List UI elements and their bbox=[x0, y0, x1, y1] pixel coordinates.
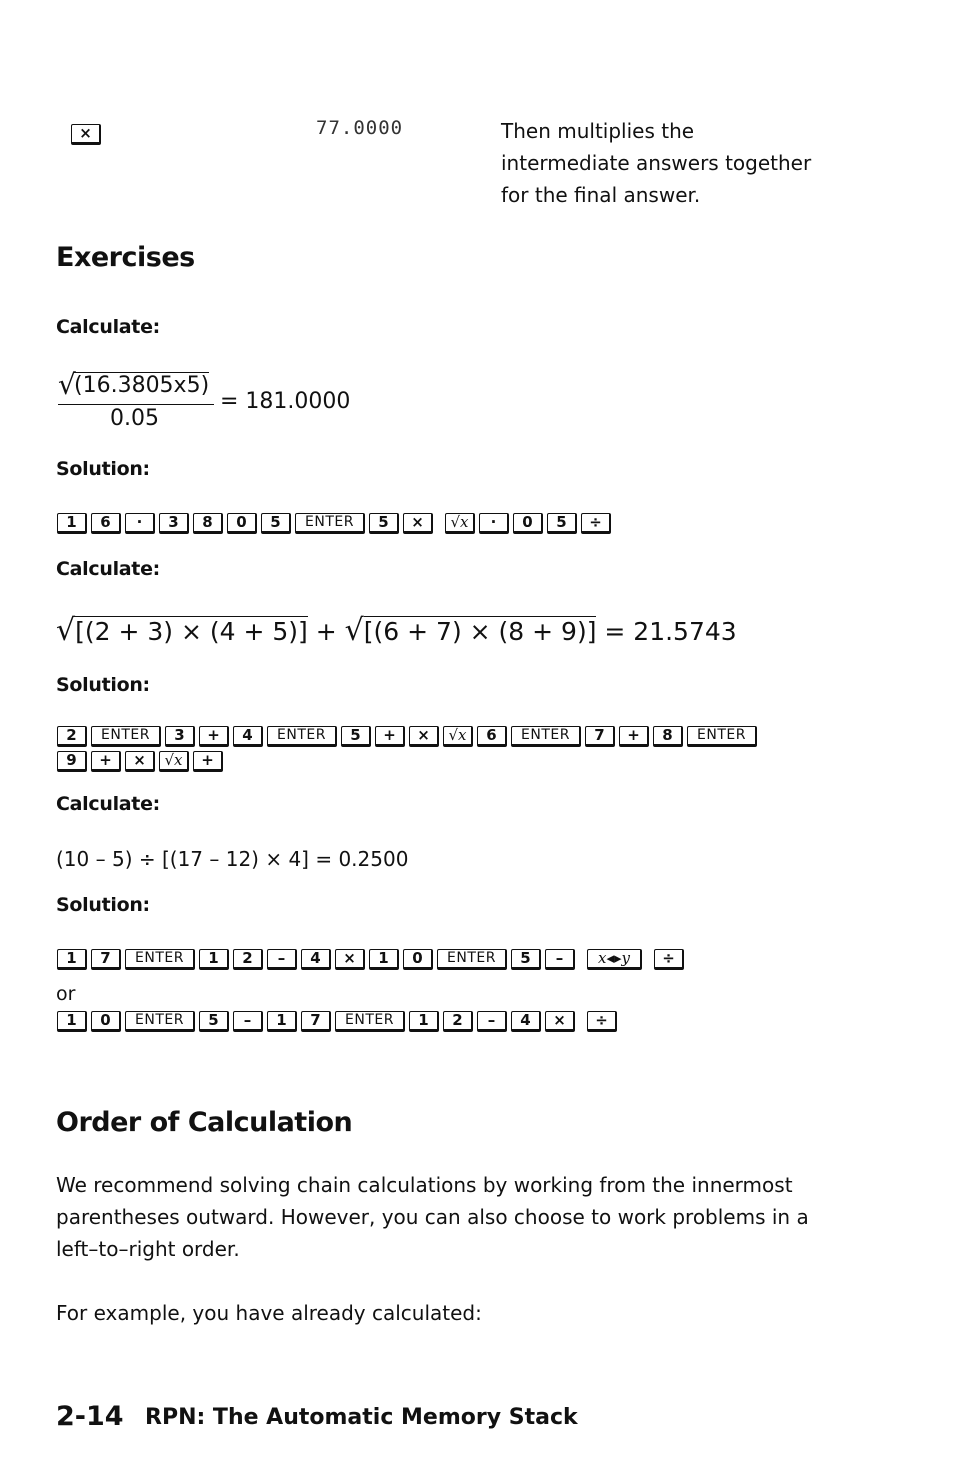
key: 0 bbox=[513, 513, 543, 534]
key: · bbox=[479, 513, 509, 534]
solution-label-3: Solution: bbox=[56, 894, 150, 916]
keystroke-row-3b bbox=[57, 1011, 621, 1032]
key: 1 bbox=[57, 513, 87, 534]
keystroke-row-1 bbox=[57, 513, 615, 534]
enter-key: ENTER bbox=[335, 1011, 405, 1032]
key: × bbox=[409, 726, 439, 747]
enter-key: ENTER bbox=[125, 1011, 195, 1032]
key: 5 bbox=[511, 949, 541, 970]
key: 1 bbox=[369, 949, 399, 970]
key: 2 bbox=[443, 1011, 473, 1032]
key: 6 bbox=[477, 726, 507, 747]
order-paragraph-2: For example, you have already calculated: bbox=[56, 1301, 482, 1325]
display-readout: 77.0000 bbox=[316, 117, 404, 139]
key: 1 bbox=[409, 1011, 439, 1032]
enter-key: ENTER bbox=[295, 513, 365, 534]
key: 3 bbox=[165, 726, 195, 747]
key: 4 bbox=[301, 949, 331, 970]
swap-xy-key: x◂▸y bbox=[587, 949, 642, 970]
keystroke-row-3a bbox=[57, 949, 688, 970]
key: ÷ bbox=[581, 513, 611, 534]
key: – bbox=[233, 1011, 263, 1032]
calculate-label-3: Calculate: bbox=[56, 793, 160, 815]
sqrt-key: √x bbox=[159, 751, 189, 772]
key: 5 bbox=[341, 726, 371, 747]
key: 5 bbox=[547, 513, 577, 534]
solution-label-1: Solution: bbox=[56, 458, 150, 480]
enter-key: ENTER bbox=[267, 726, 337, 747]
sqrt-symbol: √ bbox=[344, 613, 364, 648]
key: + bbox=[199, 726, 229, 747]
key: 7 bbox=[91, 949, 121, 970]
formula-2-part1: [(2 + 3) × (4 + 5)] bbox=[75, 617, 308, 646]
fraction-bar bbox=[58, 404, 214, 405]
key: 1 bbox=[57, 1011, 87, 1032]
key: 7 bbox=[585, 726, 615, 747]
key: 4 bbox=[511, 1011, 541, 1032]
formula-2 bbox=[56, 613, 737, 648]
step-description: Then multiplies the intermediate answers together for the final answer. bbox=[501, 119, 812, 207]
formula-1-numerator: (16.3805x5) bbox=[74, 373, 210, 398]
sqrt-key: √x bbox=[443, 726, 473, 747]
calculate-label-1: Calculate: bbox=[56, 316, 160, 338]
keystroke-row-2a bbox=[57, 726, 761, 747]
key: 2 bbox=[233, 949, 263, 970]
key: 5 bbox=[369, 513, 399, 534]
key: – bbox=[545, 949, 575, 970]
formula-2-plus: + bbox=[315, 617, 337, 646]
key: 0 bbox=[403, 949, 433, 970]
key: ÷ bbox=[587, 1011, 617, 1032]
key: 0 bbox=[227, 513, 257, 534]
chapter-title: RPN: The Automatic Memory Stack bbox=[145, 1405, 578, 1430]
or-label: or bbox=[56, 983, 76, 1005]
sqrt-symbol: √ bbox=[56, 613, 76, 648]
key: 1 bbox=[267, 1011, 297, 1032]
sqrt-symbol: √ bbox=[58, 368, 76, 401]
formula-1 bbox=[58, 368, 218, 438]
key: 8 bbox=[653, 726, 683, 747]
key: 9 bbox=[57, 751, 87, 772]
key: 6 bbox=[91, 513, 121, 534]
multiply-key: × bbox=[71, 124, 101, 145]
key: × bbox=[545, 1011, 575, 1032]
page-number: 2-14 bbox=[56, 1401, 124, 1432]
key: 1 bbox=[57, 949, 87, 970]
key: + bbox=[619, 726, 649, 747]
key: 8 bbox=[193, 513, 223, 534]
enter-key: ENTER bbox=[91, 726, 161, 747]
key: 2 bbox=[57, 726, 87, 747]
key: × bbox=[125, 751, 155, 772]
enter-key: ENTER bbox=[511, 726, 581, 747]
formula-2-result: = 21.5743 bbox=[604, 617, 737, 646]
key: 7 bbox=[301, 1011, 331, 1032]
formula-3: (10 – 5) ÷ [(17 – 12) × 4] = 0.2500 bbox=[56, 847, 409, 871]
sqrt-key: √x bbox=[445, 513, 475, 534]
key: + bbox=[375, 726, 405, 747]
key: 5 bbox=[261, 513, 291, 534]
formula-1-result: = 181.0000 bbox=[220, 389, 351, 414]
key: – bbox=[267, 949, 297, 970]
formula-2-part2: [(6 + 7) × (8 + 9)] bbox=[363, 617, 597, 646]
key: – bbox=[477, 1011, 507, 1032]
key: × bbox=[403, 513, 433, 534]
order-paragraph-1: We recommend solving chain calculations by working from the innermost parentheses outward. However, you can also choose to work problems in a left–to–right order. bbox=[56, 1173, 809, 1261]
key: × bbox=[335, 949, 365, 970]
formula-1-denominator: 0.05 bbox=[110, 406, 159, 431]
key: 5 bbox=[199, 1011, 229, 1032]
enter-key: ENTER bbox=[437, 949, 507, 970]
enter-key: ENTER bbox=[125, 949, 195, 970]
keystroke-row-2b bbox=[57, 751, 227, 772]
order-heading: Order of Calculation bbox=[56, 1107, 353, 1138]
key: + bbox=[193, 751, 223, 772]
key: · bbox=[125, 513, 155, 534]
calculate-label-2: Calculate: bbox=[56, 558, 160, 580]
key: 4 bbox=[233, 726, 263, 747]
enter-key: ENTER bbox=[687, 726, 757, 747]
key: 3 bbox=[159, 513, 189, 534]
key: + bbox=[91, 751, 121, 772]
key: 0 bbox=[91, 1011, 121, 1032]
key: 1 bbox=[199, 949, 229, 970]
solution-label-2: Solution: bbox=[56, 674, 150, 696]
exercises-heading: Exercises bbox=[56, 242, 195, 273]
key: ÷ bbox=[654, 949, 684, 970]
